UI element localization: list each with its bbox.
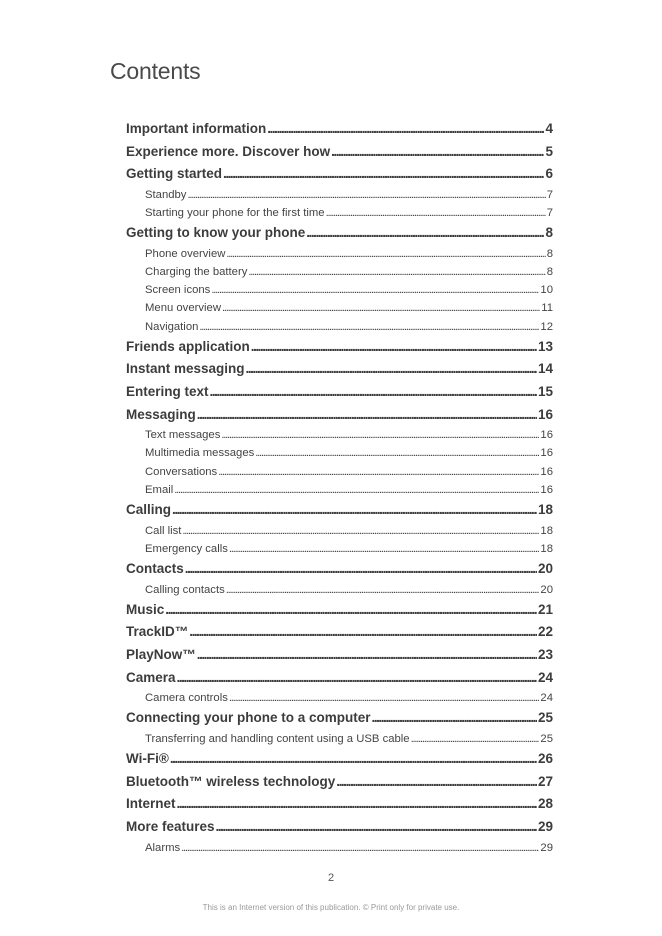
toc-entry-label: Transferring and handling content using a USB cable [145, 732, 410, 745]
toc-chapter-entry[interactable] [126, 499, 553, 522]
toc-section-entry[interactable] [126, 581, 553, 599]
toc-entry-label: Camera controls [145, 692, 228, 705]
toc-chapter-entry[interactable] [126, 381, 553, 404]
toc-entry-page-number: 16 [537, 406, 553, 422]
toc-entry-label: More features [126, 818, 215, 834]
footer-note: This is an Internet version of this publication. © Print only for private use. [202, 903, 460, 912]
toc-entry-page-number: 21 [537, 601, 553, 617]
toc-entry-page-number: 28 [537, 796, 553, 812]
toc-entry-label: Important information [126, 121, 267, 136]
toc-section-entry[interactable] [126, 281, 553, 299]
toc-entry-label: Menu overview [145, 302, 221, 315]
toc-entry-label: Calling contacts [145, 583, 225, 596]
toc-chapter-entry[interactable] [126, 118, 553, 141]
toc-section-entry[interactable] [126, 426, 553, 444]
toc-entry-label: Standby [145, 188, 187, 201]
toc-entry-page-number: 18 [540, 524, 553, 537]
toc-entry-label: Navigation [145, 320, 199, 333]
toc-entry-page-number: 16 [540, 465, 553, 478]
toc-dot-leader [177, 667, 537, 690]
toc-entry-page-number: 4 [545, 121, 553, 136]
toc-entry-page-number: 8 [546, 265, 553, 278]
toc-entry-label: Camera [126, 669, 176, 685]
toc-chapter-entry[interactable] [126, 771, 553, 794]
toc-entry-label: Music [126, 601, 165, 617]
toc-dot-leader [170, 748, 537, 771]
toc-entry-label: Connecting your phone to a computer [126, 710, 371, 726]
toc-entry-label: Phone overview [145, 247, 226, 260]
toc-entry-label: Friends application [126, 338, 250, 354]
toc-entry-page-number: 24 [540, 692, 553, 705]
toc-entry-page-number: 12 [540, 320, 553, 333]
toc-dot-leader [326, 204, 546, 222]
toc-entry-page-number: 23 [537, 646, 553, 662]
toc-entry-page-number: 8 [546, 247, 553, 260]
toc-dot-leader [174, 481, 539, 499]
toc-chapter-entry[interactable] [126, 621, 553, 644]
toc-dot-leader [197, 404, 537, 427]
toc-entry-page-number: 24 [537, 669, 553, 685]
toc-section-entry[interactable] [126, 730, 553, 748]
toc-entry-page-number: 16 [540, 483, 553, 496]
toc-entry-page-number: 27 [537, 773, 553, 789]
toc-entry-page-number: 29 [537, 818, 553, 834]
toc-dot-leader [222, 299, 540, 317]
toc-chapter-entry[interactable] [126, 163, 553, 186]
toc-entry-page-number: 16 [540, 447, 553, 460]
toc-dot-leader [223, 163, 544, 186]
toc-dot-leader [248, 263, 545, 281]
toc-dot-leader [226, 581, 540, 599]
toc-entry-page-number: 6 [545, 166, 553, 182]
toc-entry-page-number: 15 [537, 383, 553, 399]
toc-chapter-entry[interactable] [126, 336, 553, 359]
toc-section-entry[interactable] [126, 481, 553, 499]
toc-dot-leader [411, 730, 540, 748]
toc-section-entry[interactable] [126, 839, 553, 857]
toc-entry-page-number: 26 [537, 751, 553, 767]
toc-chapter-entry[interactable] [126, 667, 553, 690]
toc-entry-label: Experience more. Discover how [126, 143, 331, 159]
toc-entry-label: Screen icons [145, 284, 211, 297]
toc-entry-label: Text messages [145, 429, 221, 442]
toc-entry-label: Contacts [126, 560, 184, 576]
toc-entry-page-number: 13 [537, 338, 553, 354]
toc-chapter-entry[interactable] [126, 644, 553, 667]
toc-dot-leader [199, 318, 539, 336]
toc-entry-page-number: 8 [545, 225, 553, 241]
toc-dot-leader [246, 358, 537, 381]
toc-chapter-entry[interactable] [126, 558, 553, 581]
toc-dot-leader [189, 621, 537, 644]
toc-section-entry[interactable] [126, 204, 553, 222]
toc-dot-leader [267, 118, 544, 141]
toc-chapter-entry[interactable] [126, 358, 553, 381]
toc-chapter-entry[interactable] [126, 599, 553, 622]
toc-entry-label: Starting your phone for the first time [145, 206, 325, 219]
toc-dot-leader [182, 522, 539, 540]
toc-section-entry[interactable] [126, 444, 553, 462]
toc-dot-leader [185, 558, 537, 581]
toc-entry-page-number: 7 [546, 206, 553, 219]
toc-dot-leader [229, 540, 540, 558]
toc-dot-leader [210, 381, 537, 404]
toc-entry-page-number: 25 [540, 732, 553, 745]
toc-dot-leader [187, 186, 545, 204]
toc-entry-label: Wi-Fi® [126, 751, 169, 767]
toc-dot-leader [331, 141, 544, 164]
toc-dot-leader [336, 771, 537, 794]
toc-entry-label: Entering text [126, 383, 209, 399]
toc-section-entry[interactable] [126, 263, 553, 281]
toc-dot-leader [221, 426, 539, 444]
toc-entry-page-number: 14 [537, 361, 553, 377]
toc-entry-label: Multimedia messages [145, 447, 255, 460]
toc-section-entry[interactable] [126, 299, 553, 317]
toc-entry-label: Instant messaging [126, 361, 245, 377]
toc-section-entry[interactable] [126, 186, 553, 204]
toc-chapter-entry[interactable] [126, 793, 553, 816]
toc-entry-label: Conversations [145, 465, 218, 478]
toc-entry-label: Messaging [126, 406, 196, 422]
toc-entry-label: Emergency calls [145, 542, 228, 555]
toc-entry-page-number: 25 [537, 710, 553, 726]
toc-chapter-entry[interactable] [126, 748, 553, 771]
toc-entry-label: Internet [126, 796, 176, 812]
toc-entry-label: Alarms [145, 841, 181, 854]
toc-entry-page-number: 10 [540, 284, 553, 297]
toc-entry-page-number: 22 [537, 624, 553, 640]
toc-chapter-entry[interactable] [126, 141, 553, 164]
toc-section-entry[interactable] [126, 463, 553, 481]
toc-entry-label: Bluetooth™ wireless technology [126, 773, 336, 789]
toc-entry-page-number: 20 [540, 583, 553, 596]
toc-entry-label: Getting to know your phone [126, 225, 306, 241]
toc-section-entry[interactable] [126, 540, 553, 558]
toc-chapter-entry[interactable] [126, 816, 553, 839]
toc-entry-label: Charging the battery [145, 265, 248, 278]
toc-entry-page-number: 18 [537, 501, 553, 517]
toc-dot-leader [218, 463, 539, 481]
toc-dot-leader [372, 707, 537, 730]
toc-dot-leader [165, 599, 537, 622]
toc-dot-leader [226, 245, 545, 263]
toc-dot-leader [172, 499, 537, 522]
toc-entry-page-number: 29 [540, 841, 553, 854]
toc-dot-leader [229, 689, 540, 707]
toc-chapter-entry[interactable] [126, 707, 553, 730]
toc-entry-page-number: 16 [540, 429, 553, 442]
toc-entry-page-number: 5 [545, 143, 553, 159]
toc-dot-leader [177, 793, 537, 816]
toc-dot-leader [216, 816, 537, 839]
toc-entry-label: TrackID™ [126, 624, 189, 640]
toc-chapter-entry[interactable] [126, 222, 553, 245]
toc-section-entry[interactable] [126, 245, 553, 263]
toc-entry-label: Calling [126, 501, 172, 517]
toc-dot-leader [211, 281, 539, 299]
toc-entry-page-number: 18 [540, 542, 553, 555]
toc-entry-page-number: 7 [546, 188, 553, 201]
toc-section-entry[interactable] [126, 318, 553, 336]
table-of-contents [126, 118, 553, 857]
toc-dot-leader [197, 644, 537, 667]
toc-entry-label: Getting started [126, 166, 223, 182]
toc-section-entry[interactable] [126, 689, 553, 707]
toc-entry-page-number: 11 [541, 302, 553, 315]
toc-dot-leader [255, 444, 539, 462]
toc-entry-label: Call list [145, 524, 182, 537]
toc-entry-page-number: 20 [537, 560, 553, 576]
toc-section-entry[interactable] [126, 522, 553, 540]
toc-dot-leader [251, 336, 537, 359]
toc-entry-label: PlayNow™ [126, 646, 196, 662]
page-number: 2 [327, 872, 335, 884]
toc-dot-leader [306, 222, 544, 245]
toc-entry-label: Email [145, 483, 174, 496]
toc-dot-leader [181, 839, 539, 857]
page-title: Contents [110, 58, 201, 84]
toc-chapter-entry[interactable] [126, 404, 553, 427]
